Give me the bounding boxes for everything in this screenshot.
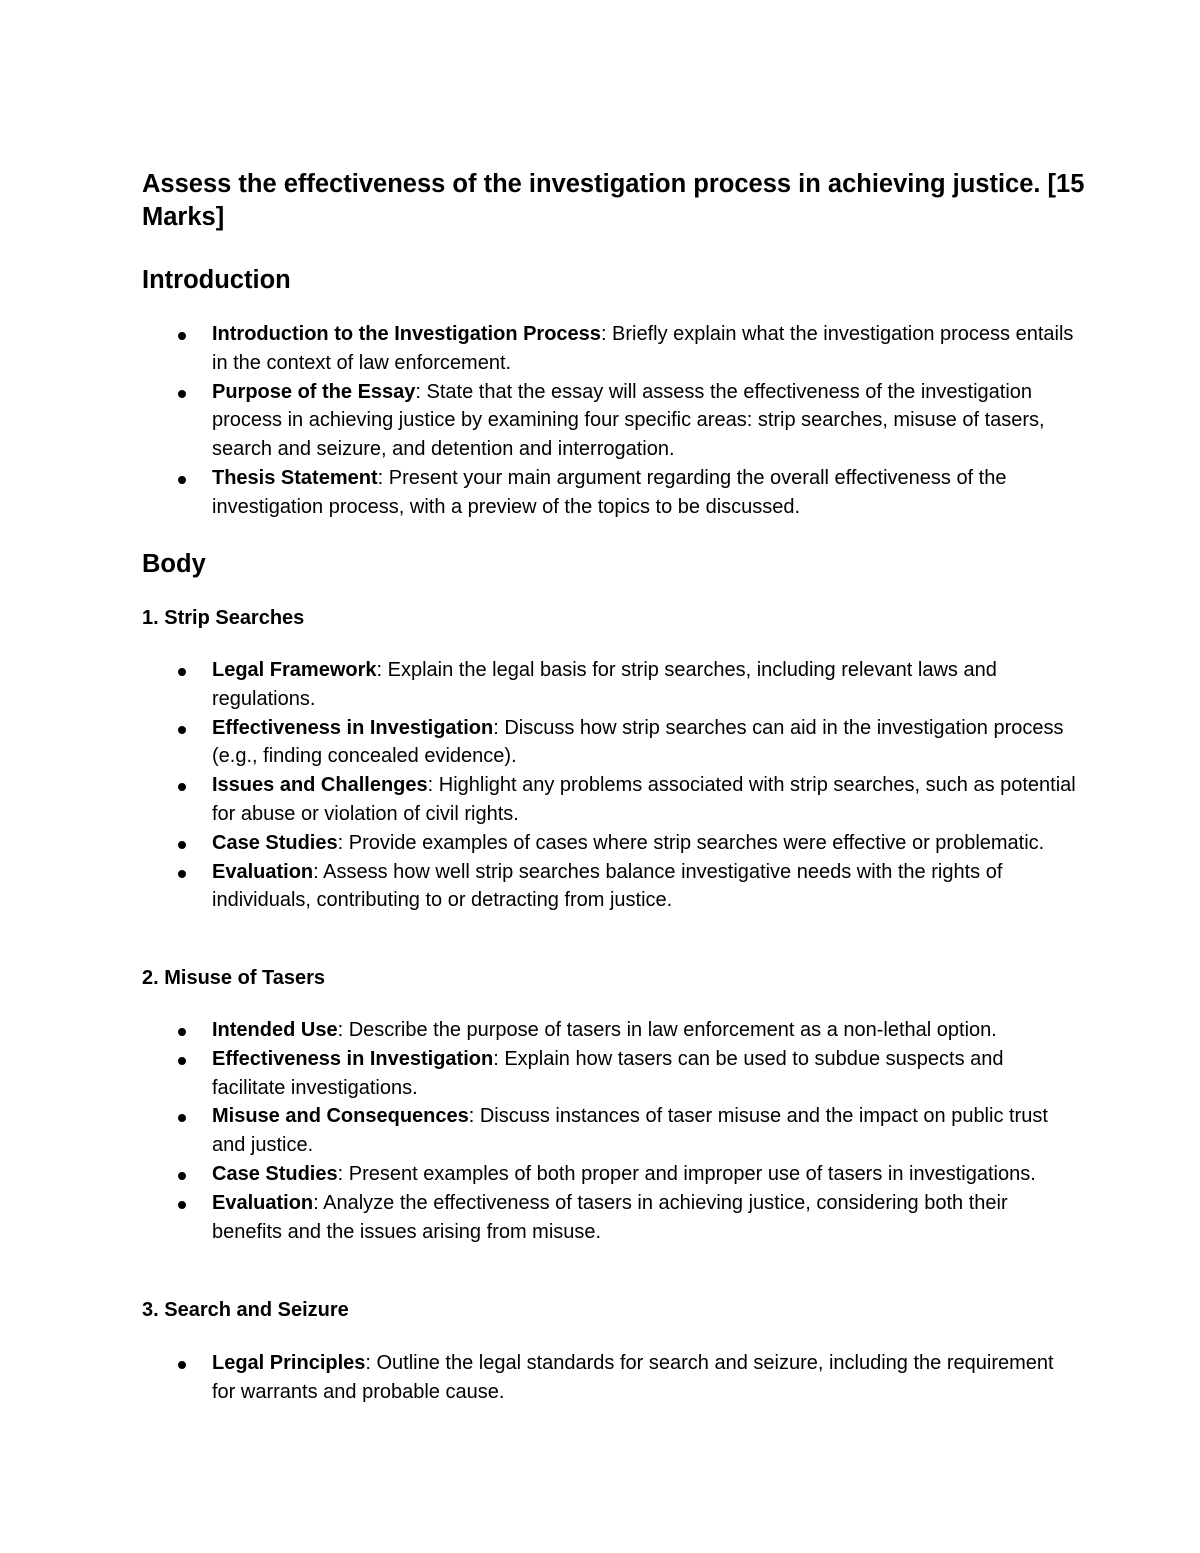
item-label: Issues and Challenges [212, 774, 428, 797]
list-item [142, 464, 1082, 522]
item-text: : Present examples of both proper and improper use of tasers in investigations. [337, 1162, 1036, 1185]
list-item [142, 1349, 1082, 1407]
introduction-heading: Introduction [142, 266, 291, 294]
list-item [142, 378, 1082, 464]
body-heading: Body [142, 550, 206, 578]
list-item [142, 1160, 1082, 1189]
item-label: Legal Principles [212, 1352, 366, 1374]
list-item [142, 1189, 1082, 1247]
misuse-of-tasers-list [142, 1016, 1082, 1246]
item-label: Evaluation [212, 860, 314, 883]
introduction-list [142, 320, 1082, 522]
bullet-icon [178, 476, 186, 484]
item-label: Evaluation [212, 1191, 314, 1214]
bullet-icon [178, 870, 186, 878]
list-item [142, 1102, 1082, 1160]
bullet-icon [178, 783, 186, 791]
section-heading-strip-searches: 1. Strip Searches [142, 607, 305, 629]
bullet-icon [178, 1172, 186, 1180]
section-heading-misuse-of-tasers: 2. Misuse of Tasers [142, 967, 326, 989]
item-text: : Briefly explain what the investigation process entails in the context of law enforcement. [212, 323, 1074, 374]
item-label: Effectiveness in Investigation [212, 1047, 494, 1070]
item-text: : Present your main argument regarding the overall effectiveness of the investigation process, with a preview of the topics to be discussed. [212, 466, 1007, 518]
list-item [142, 1045, 1082, 1103]
item-label: Case Studies [212, 831, 338, 854]
item-text: : Highlight any problems associated with strip searches, such as potential for abuse or violation of civil rights. [212, 774, 1076, 825]
bullet-icon [178, 332, 186, 340]
bullet-icon [178, 1057, 186, 1065]
item-text: : State that the essay will assess the effectiveness of the investigation process in achieving justice by examining four specific areas: strip searches, misuse of tasers, search and seizure, and detention and interrogation. [212, 380, 1045, 461]
item-label: Thesis Statement [212, 466, 378, 489]
bullet-icon [178, 841, 186, 849]
item-label: Purpose of the Essay [212, 380, 416, 403]
item-text: : Discuss instances of taser misuse and the impact on public trust and justice. [212, 1105, 1048, 1157]
strip-searches-list [142, 656, 1082, 915]
item-label: Misuse and Consequences [212, 1105, 469, 1128]
bullet-icon [178, 1201, 186, 1209]
item-text: : Explain the legal basis for strip searches, including relevant laws and regulations. [212, 659, 997, 710]
item-text: : Explain how tasers can be used to subdue suspects and facilitate investigations. [212, 1047, 1004, 1099]
item-text: : Assess how well strip searches balance investigative needs with the rights of individuals, contributing to or detracting from justice. [212, 860, 1003, 912]
item-text: : Provide examples of cases where strip searches were effective or problematic. [337, 831, 1045, 854]
list-item [142, 771, 1082, 829]
item-text: : Discuss how strip searches can aid in the investigation process (e.g., finding concealed evidence). [212, 716, 1064, 768]
bullet-icon [178, 1028, 186, 1036]
item-label: Introduction to the Investigation Process [212, 323, 601, 345]
bullet-icon [178, 1361, 186, 1369]
page-title: Assess the effectiveness of the investigation process in achieving justice. [15 Marks] [142, 170, 1085, 231]
item-text: : Describe the purpose of tasers in law enforcement as a non-lethal option. [337, 1019, 997, 1041]
item-text: : Outline the legal standards for search and seizure, including the requirement for warrants and probable cause. [212, 1352, 1054, 1403]
item-label: Effectiveness in Investigation [212, 716, 494, 739]
list-item [142, 1016, 1082, 1045]
list-item [142, 829, 1082, 858]
list-item [142, 714, 1082, 772]
list-item [142, 656, 1082, 714]
item-label: Case Studies [212, 1162, 338, 1185]
bullet-icon [178, 726, 186, 734]
list-item [142, 320, 1082, 378]
bullet-icon [178, 390, 186, 398]
section-heading-search-and-seizure: 3. Search and Seizure [142, 1299, 349, 1321]
search-and-seizure-list [142, 1349, 1082, 1407]
item-label: Legal Framework [212, 659, 377, 681]
item-text: : Analyze the effectiveness of tasers in achieving justice, considering both their benefits and the issues arising from misuse. [212, 1191, 1008, 1243]
item-label: Intended Use [212, 1019, 338, 1041]
bullet-icon [178, 1114, 186, 1122]
bullet-icon [178, 668, 186, 676]
list-item [142, 858, 1082, 916]
